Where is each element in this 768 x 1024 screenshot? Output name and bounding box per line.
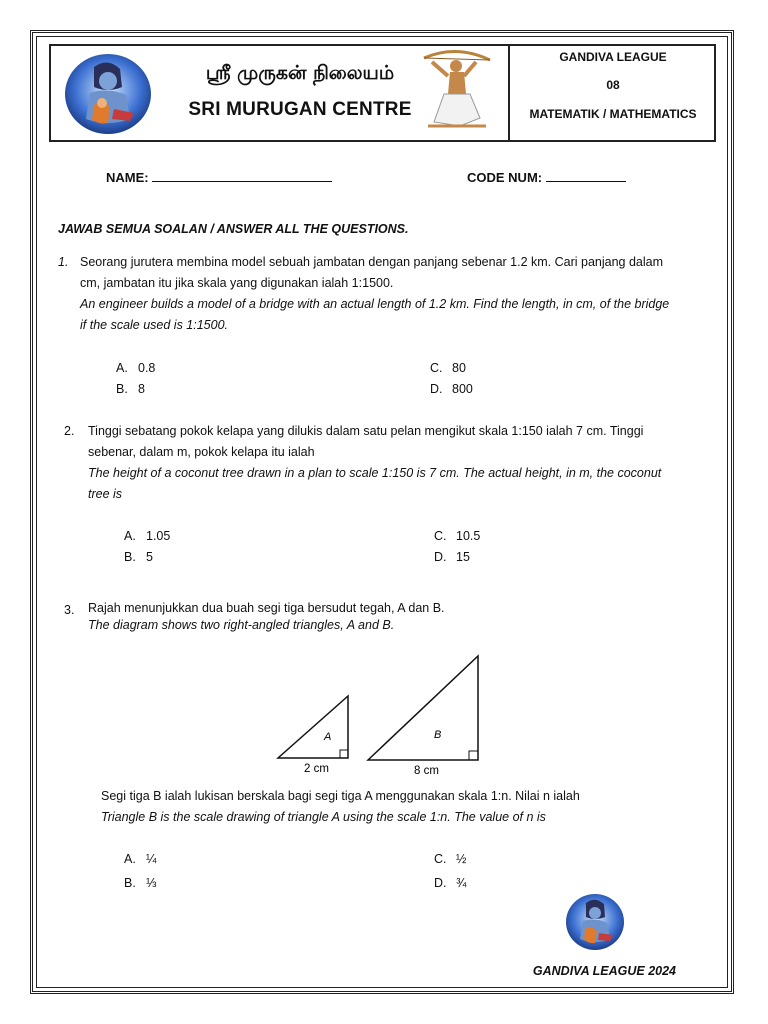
- name-field[interactable]: [106, 170, 332, 185]
- footer-deity-logo: [565, 893, 625, 951]
- subject-label: MATEMATIK / MATHEMATICS: [529, 107, 697, 121]
- triangle-a-label: A: [324, 731, 332, 743]
- question-1-option-a[interactable]: A. 0.8: [116, 361, 156, 375]
- question-1-option-b[interactable]: B. 8: [116, 382, 145, 396]
- deity-logo: [64, 53, 152, 135]
- question-3-english-line2: Triangle B is the scale drawing of triangle A using the scale 1:n. The value of n is: [101, 810, 546, 824]
- instruction: JAWAB SEMUA SOALAN / ANSWER ALL THE QUESTIONS.: [58, 222, 409, 236]
- question-3-text: [101, 786, 701, 828]
- question-3-option-a[interactable]: A. ¼: [124, 852, 157, 866]
- question-1-english-line2: if the scale used is 1:1500.: [80, 318, 229, 332]
- question-3-english-line1: The diagram shows two right-angled triangles, A and B.: [88, 618, 395, 632]
- question-1-number: 1.: [58, 255, 69, 269]
- triangle-a-base: 2 cm: [304, 763, 329, 775]
- question-2-option-a[interactable]: A. 1.05: [124, 529, 171, 543]
- question-1-english-line1: An engineer builds a model of a bridge with an actual length of 1.2 km. Find the length, in cm, of the bridge: [80, 297, 670, 311]
- question-2-malay-line2: sebenar, dalam m, pokok kelapa itu ialah: [88, 445, 315, 459]
- question-1-malay-line1: Seorang jurutera membina model sebuah jambatan dengan panjang sebenar 1.2 km. Cari panjang dalam: [80, 255, 664, 269]
- code-line[interactable]: [546, 170, 626, 182]
- question-1-text: [80, 252, 700, 336]
- code-field[interactable]: [467, 170, 626, 185]
- question-2-option-b[interactable]: B. 5: [124, 550, 153, 564]
- question-1-malay-line2: cm, jambatan itu jika skala yang digunakan ialah 1:1500.: [80, 276, 394, 290]
- triangle-b: [368, 656, 478, 760]
- question-2-text: [88, 421, 700, 505]
- question-1-option-c[interactable]: C. 80: [430, 361, 466, 375]
- title-tamil: ஸ்ரீ முருகன் நிலையம்: [205, 62, 395, 84]
- question-3-intro: [88, 600, 700, 634]
- question-3-malay-line1: Rajah menunjukkan dua buah segi tiga bersudut tegah, A dan B.: [88, 601, 445, 615]
- header-divider: [508, 44, 510, 142]
- triangle-b-base: 8 cm: [414, 765, 439, 777]
- question-2-option-d[interactable]: D. 15: [434, 550, 470, 564]
- name-line[interactable]: [152, 170, 332, 182]
- name-label: NAME:: [106, 170, 149, 185]
- question-1-option-d[interactable]: D. 800: [430, 382, 473, 396]
- question-2-option-c[interactable]: C. 10.5: [434, 529, 481, 543]
- question-3-option-d[interactable]: D. ¾: [434, 876, 467, 890]
- triangle-a: [278, 696, 348, 758]
- question-2-english-line1: The height of a coconut tree drawn in a plan to scale 1:150 is 7 cm. The actual height, in m, the coconut: [88, 466, 662, 480]
- archer-logo: [416, 48, 496, 132]
- triangle-b-label: B: [434, 729, 442, 741]
- question-2-english-line2: tree is: [88, 487, 123, 501]
- league-number: 08: [606, 78, 620, 92]
- question-3-malay-line2: Segi tiga B ialah lukisan berskala bagi segi tiga A menggunakan skala 1:n. Nilai n ialah: [101, 789, 580, 803]
- title-english: SRI MURUGAN CENTRE: [188, 99, 412, 120]
- question-2-number: 2.: [64, 424, 75, 438]
- triangles-diagram: [270, 650, 490, 780]
- question-2-malay-line1: Tinggi sebatang pokok kelapa yang dilukis dalam satu pelan mengikut skala 1:150 ialah 7 cm. Tinggi: [88, 424, 644, 438]
- question-3-option-b[interactable]: B. ⅓: [124, 876, 157, 890]
- question-3-number: 3.: [64, 603, 75, 617]
- league-name: GANDIVA LEAGUE: [559, 50, 667, 64]
- question-3-option-c[interactable]: C. ½: [434, 852, 467, 866]
- code-label: CODE NUM:: [467, 170, 543, 185]
- footer-text: GANDIVA LEAGUE 2024: [532, 964, 676, 978]
